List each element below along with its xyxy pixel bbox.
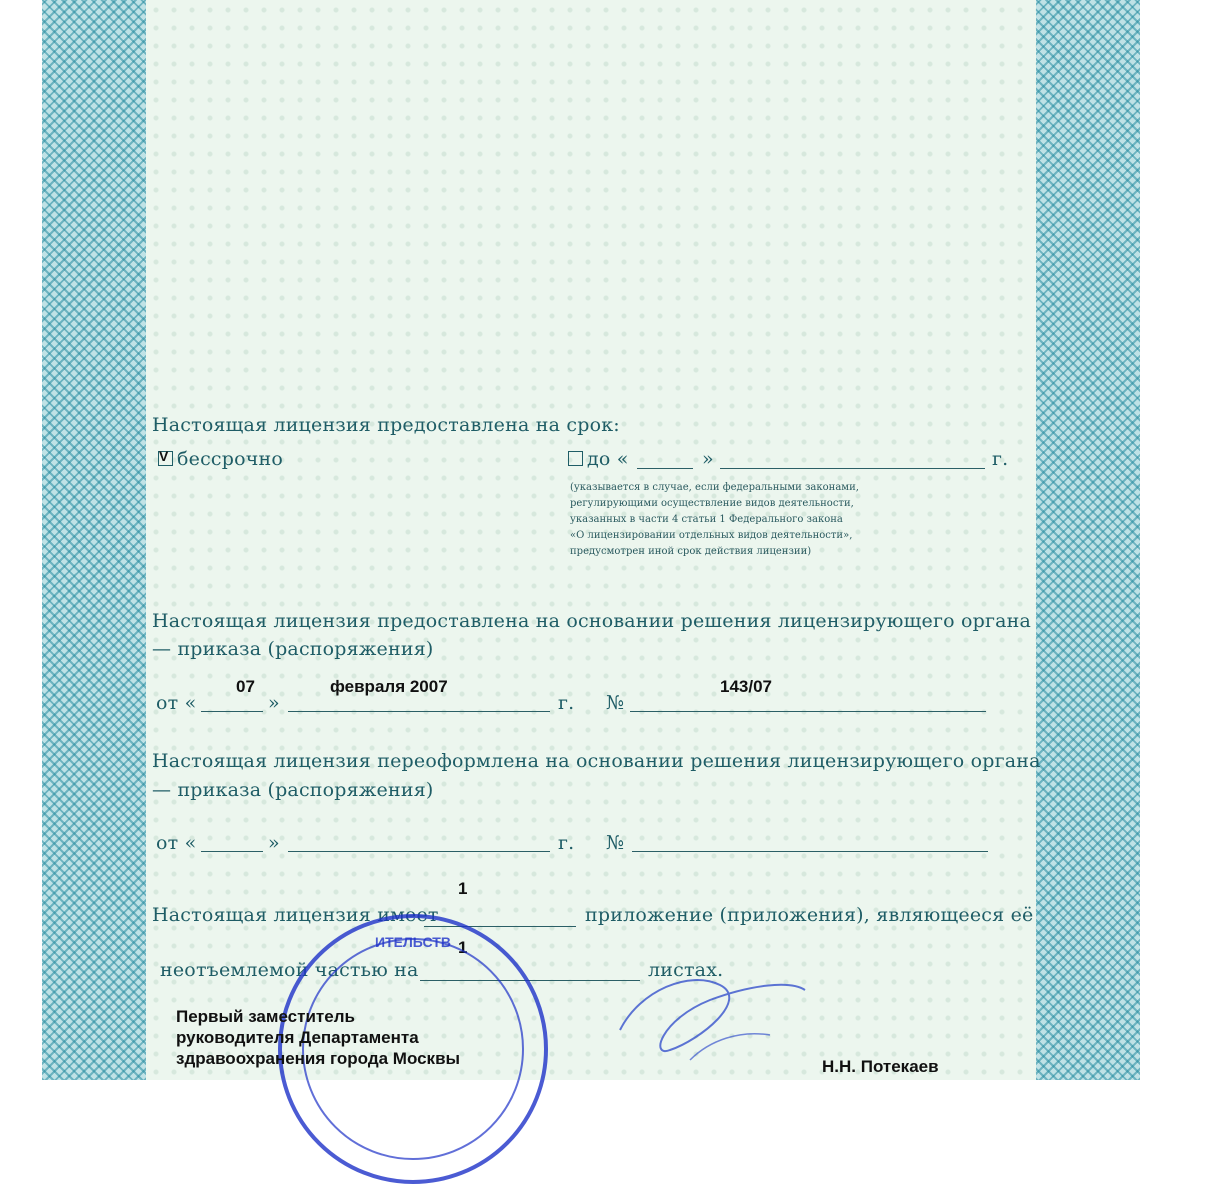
term-unlimited	[158, 448, 283, 470]
granted-day-line	[201, 711, 263, 712]
appendix-line2-start: неотъемлемой частью на	[160, 959, 419, 981]
until-year-suffix: г.	[992, 448, 1009, 470]
until-checkbox	[568, 451, 583, 466]
reissued-number-label: №	[606, 832, 625, 854]
note-line: предусмотрен иной срок действия лицензии)	[570, 546, 812, 557]
guilloche-border-right	[1036, 0, 1140, 1080]
granted-line2: — приказа (распоряжения)	[152, 638, 434, 660]
note-line: указанных в части 4 статьи 1 Федерального закона	[570, 514, 843, 525]
until-date-line	[720, 468, 985, 469]
granted-line1: Настоящая лицензия предоставлена на основании решения лицензирующего органа	[152, 610, 1032, 632]
reissued-from-label: от «	[156, 832, 197, 854]
until-label: до «	[587, 448, 629, 470]
unlimited-checkbox	[158, 448, 173, 466]
granted-mid-quote: »	[268, 692, 280, 714]
term-note	[570, 480, 859, 560]
reissued-line1: Настоящая лицензия переоформлена на основании решения лицензирующего органа	[152, 750, 1041, 772]
signatory-title-line: руководителя Департамента	[176, 1028, 419, 1047]
granted-number-line	[630, 711, 986, 712]
granted-number: 143/07	[720, 677, 772, 696]
reissued-mid-quote: »	[268, 832, 280, 854]
term-until	[568, 448, 629, 470]
note-line: «О лицензировании отдельных видов деятельности»,	[570, 530, 853, 541]
reissued-number-line	[632, 851, 988, 852]
granted-month-year: февраля 2007	[330, 677, 448, 696]
granted-year-suffix: г.	[558, 692, 575, 714]
reissued-line2: — приказа (распоряжения)	[152, 779, 434, 801]
guilloche-border-left	[42, 0, 146, 1080]
reissued-day-line	[201, 851, 263, 852]
until-mid-quote: »	[702, 448, 714, 470]
reissued-year-suffix: г.	[558, 832, 575, 854]
appendix-count: 1	[458, 879, 468, 898]
appendix-line1-start: Настоящая лицензия имеет	[152, 904, 439, 926]
appendix-line1-end: приложение (приложения), являющееся её	[585, 904, 1034, 926]
granted-date-line	[288, 711, 550, 712]
seal-text: ИТЕЛЬСТВ	[375, 934, 451, 950]
checkbox-mark: V	[159, 448, 169, 464]
appendix-pages: 1	[458, 938, 468, 957]
signatory-title-line: здравоохранения города Москвы	[176, 1049, 461, 1068]
granted-from-label: от «	[156, 692, 197, 714]
note-line: (указывается в случае, если федеральными законами,	[570, 482, 859, 493]
signatory-title	[176, 1006, 460, 1069]
until-day-line	[637, 468, 693, 469]
handwritten-signature	[600, 960, 820, 1080]
term-heading: Настоящая лицензия предоставлена на срок:	[152, 414, 620, 436]
reissued-date-line	[288, 851, 550, 852]
granted-day: 07	[236, 677, 255, 696]
signatory-title-line: Первый заместитель	[176, 1007, 355, 1026]
signatory-name: Н.Н. Потекаев	[822, 1057, 939, 1076]
granted-number-label: №	[606, 692, 625, 714]
note-line: регулирующими осуществление видов деятельности,	[570, 498, 854, 509]
appendix-line2-end: листах.	[648, 959, 724, 981]
unlimited-label: бессрочно	[177, 448, 284, 470]
